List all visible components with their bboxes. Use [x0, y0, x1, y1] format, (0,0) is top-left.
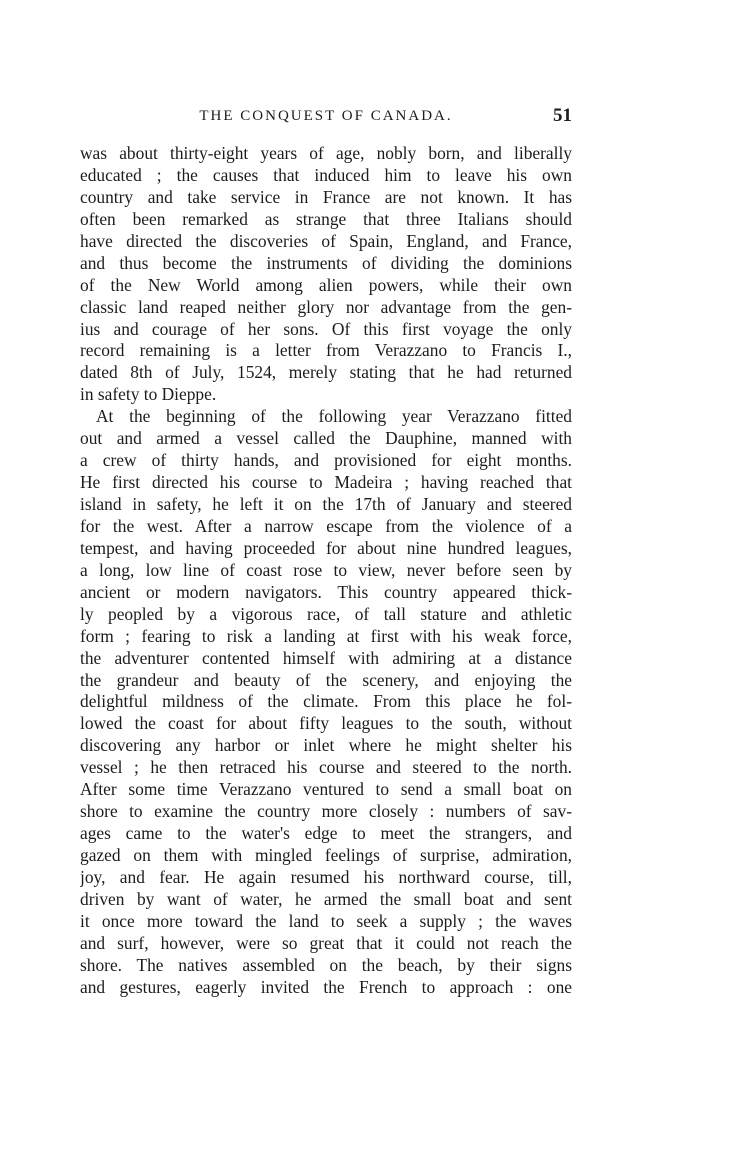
text-line: and gestures, eagerly invited the French to approach : one — [80, 976, 572, 997]
text-line: a long, low line of coast rose to view, never before seen by — [80, 559, 572, 580]
text-line: ancient or modern navigators. This country appeared thick- — [80, 581, 572, 602]
text-line: He first directed his course to Madeira ; having reached that — [80, 472, 572, 493]
text-line: country and take service in France are not known. It has — [80, 186, 572, 207]
text-line: often been remarked as strange that three Italians should — [80, 208, 572, 229]
text-line: dated 8th of July, 1524, merely stating that he had returned — [80, 362, 572, 383]
text-line: a crew of thirty hands, and provisioned for eight months. — [80, 450, 572, 471]
text-line: tempest, and having proceeded for about nine hundred leagues, — [80, 537, 572, 558]
text-line: it once more toward the land to seek a supply ; the waves — [80, 910, 572, 931]
body-text — [80, 143, 572, 999]
text-line: driven by want of water, he armed the small boat and sent — [80, 888, 572, 909]
text-line: was about thirty-eight years of age, nobly born, and liberally — [80, 143, 572, 163]
text-line: the adventurer contented himself with admiring at a distance — [80, 647, 572, 668]
page-number: 51 — [553, 105, 572, 126]
text-line: gazed on them with mingled feelings of surprise, admiration, — [80, 845, 572, 865]
text-line: and surf, however, were so great that it could not reach the — [80, 932, 572, 953]
text-line: island in safety, he left it on the 17th of January and steered — [80, 494, 572, 514]
text-line: delightful mildness of the climate. From this place he fol- — [80, 691, 572, 712]
running-title: THE CONQUEST OF CANADA. — [199, 108, 453, 124]
text-line: of the New World among alien powers, while their own — [80, 274, 572, 295]
text-line: the grandeur and beauty of the scenery, and enjoying the — [80, 669, 572, 690]
paragraph-end-line: in safety to Dieppe. — [80, 384, 217, 405]
text-line: shore. The natives assembled on the beach, by their signs — [80, 954, 572, 975]
text-line: discovering any harbor or inlet where he might shelter his — [80, 735, 572, 756]
text-line: vessel ; he then retraced his course and steered to the north. — [80, 757, 572, 778]
text-line: form ; fearing to risk a landing at first with his weak force, — [80, 625, 572, 646]
text-line: and thus become the instruments of dividing the dominions — [80, 252, 572, 273]
text-line: ius and courage of her sons. Of this first voyage the only — [80, 318, 572, 339]
text-line: classic land reaped neither glory nor advantage from the gen- — [80, 296, 572, 317]
text-line: shore to examine the country more closely : numbers of sav- — [80, 801, 572, 822]
text-line: out and armed a vessel called the Dauphine, manned with — [80, 428, 572, 449]
text-line: After some time Verazzano ventured to send a small boat on — [80, 779, 572, 800]
text-line: have directed the discoveries of Spain, England, and France, — [80, 230, 572, 251]
text-line: educated ; the causes that induced him to leave his own — [80, 164, 572, 185]
paragraph-start-line: At the beginning of the following year Verazzano fitted — [96, 406, 572, 427]
text-line: for the west. After a narrow escape from the violence of a — [80, 515, 572, 536]
running-head — [80, 105, 572, 129]
text-line: ly peopled by a vigorous race, of tall stature and athletic — [80, 603, 572, 624]
text-line: record remaining is a letter from Verazzano to Francis I., — [80, 340, 572, 361]
text-line: ages came to the water's edge to meet the strangers, and — [80, 823, 572, 844]
text-line: joy, and fear. He again resumed his northward course, till, — [80, 866, 572, 887]
text-line: lowed the coast for about fifty leagues to the south, without — [80, 713, 572, 734]
